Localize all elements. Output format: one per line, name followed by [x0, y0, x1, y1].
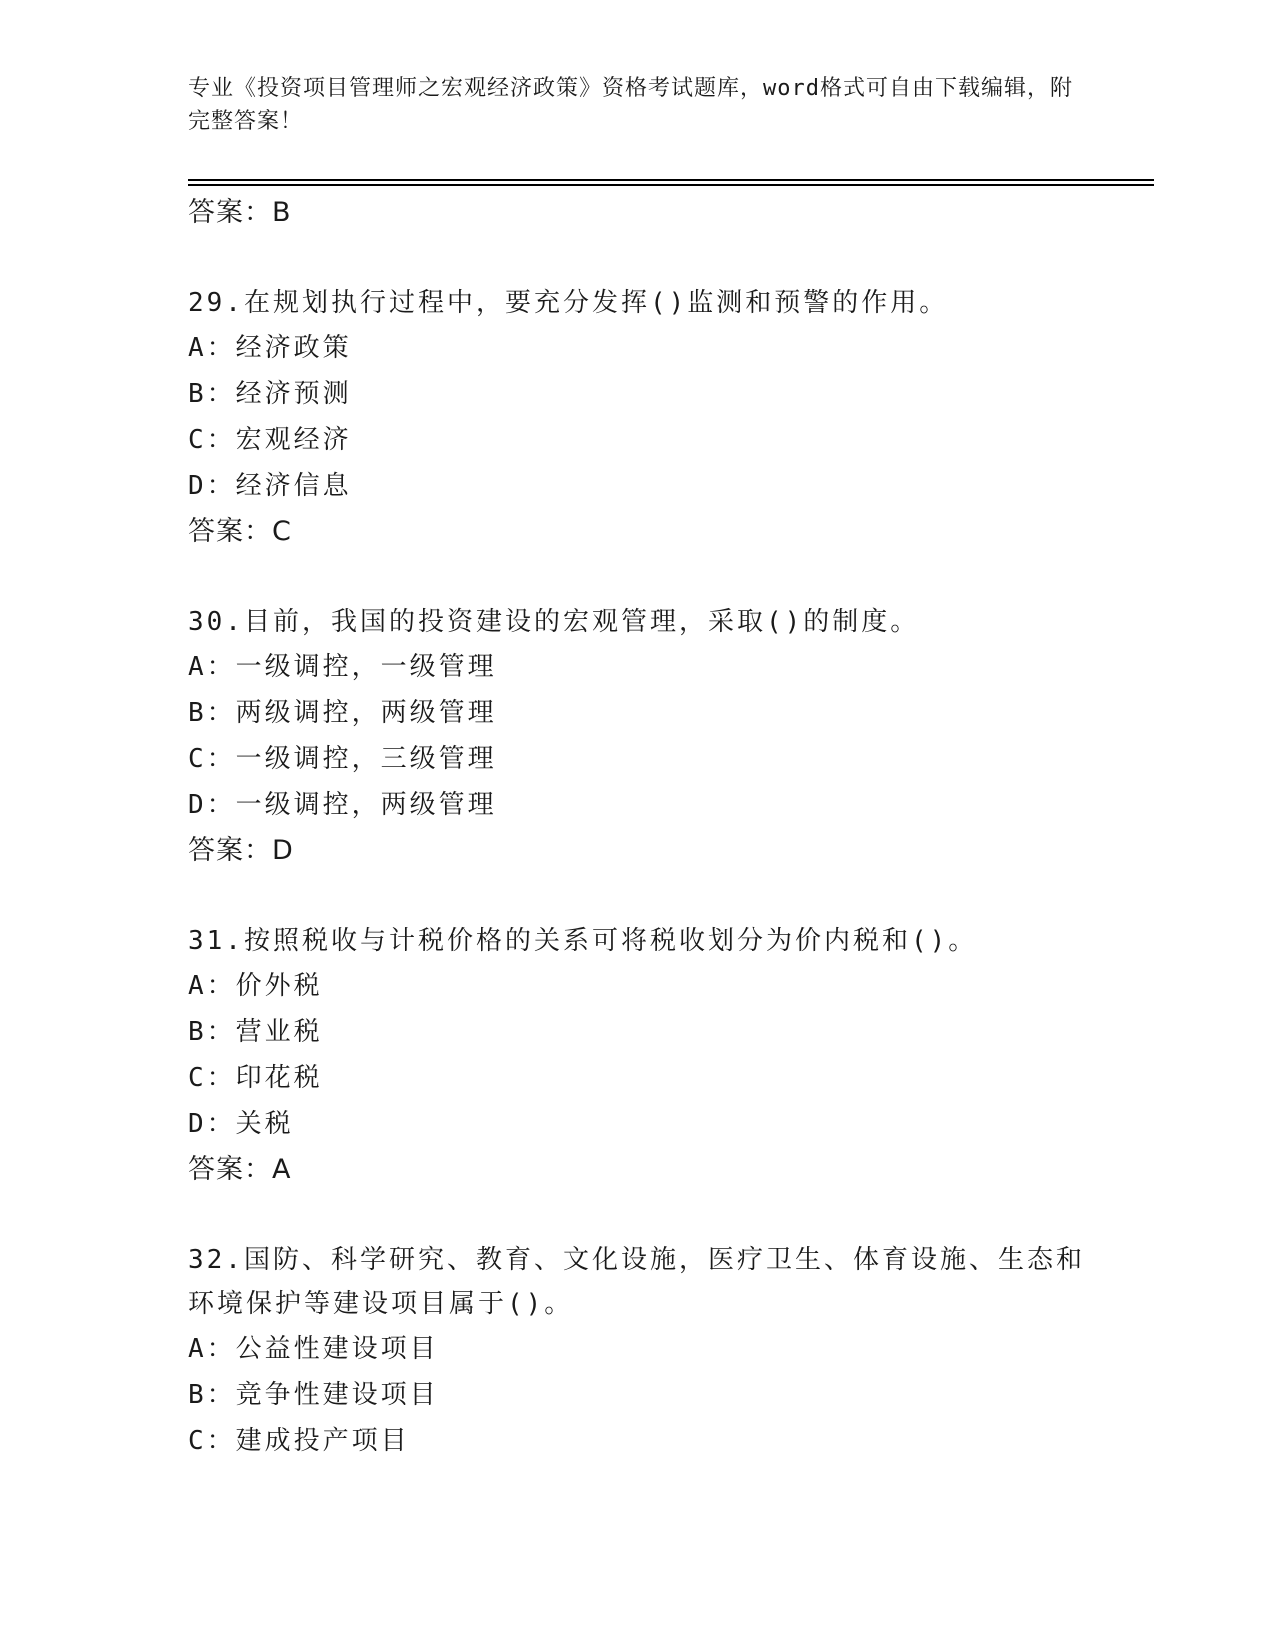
question-text: 30.目前，我国的投资建设的宏观管理，采取()的制度。: [188, 607, 920, 637]
option-c: C：宏观经济: [188, 425, 352, 455]
option-c: C：建成投产项目: [188, 1426, 410, 1456]
option-b: B：经济预测: [188, 379, 352, 409]
option-a: A：一级调控，一级管理: [188, 652, 497, 682]
option-b: B：竞争性建设项目: [188, 1380, 439, 1410]
option-d: D：关税: [188, 1109, 294, 1139]
option-b: B：两级调控，两级管理: [188, 698, 497, 728]
option-c: C：一级调控，三级管理: [188, 744, 497, 774]
answer-line: 答案：C: [188, 516, 292, 547]
question-block: [188, 600, 1088, 874]
option-a: A：公益性建设项目: [188, 1334, 439, 1364]
question-text: 32.国防、科学研究、教育、文化设施，医疗卫生、体育设施、生态和环境保护等建设项目属于()。: [188, 1245, 1085, 1319]
question-text: 29.在规划执行过程中，要充分发挥()监测和预警的作用。: [188, 288, 949, 318]
answer-line: 答案：B: [188, 197, 292, 228]
answer-line: 答案：A: [188, 1154, 292, 1185]
option-a: A：价外税: [188, 971, 323, 1001]
document-header: 专业《投资项目管理师之宏观经济政策》资格考试题库，word格式可自由下载编辑，附完整答案！: [188, 76, 1073, 134]
header-divider-top: [188, 179, 1154, 181]
answer-line: 答案：D: [188, 835, 294, 866]
option-c: C：印花税: [188, 1063, 323, 1093]
question-block: [188, 281, 1088, 555]
option-a: A：经济政策: [188, 333, 352, 363]
option-d: D：一级调控，两级管理: [188, 790, 497, 820]
question-list: [188, 190, 1088, 1464]
option-d: D：经济信息: [188, 471, 352, 501]
question-block: [188, 919, 1088, 1193]
question-text: 31.按照税收与计税价格的关系可将税收划分为价内税和()。: [188, 926, 978, 956]
question-block: [188, 1238, 1088, 1464]
option-b: B：营业税: [188, 1017, 323, 1047]
header-divider-bottom: [188, 184, 1154, 186]
